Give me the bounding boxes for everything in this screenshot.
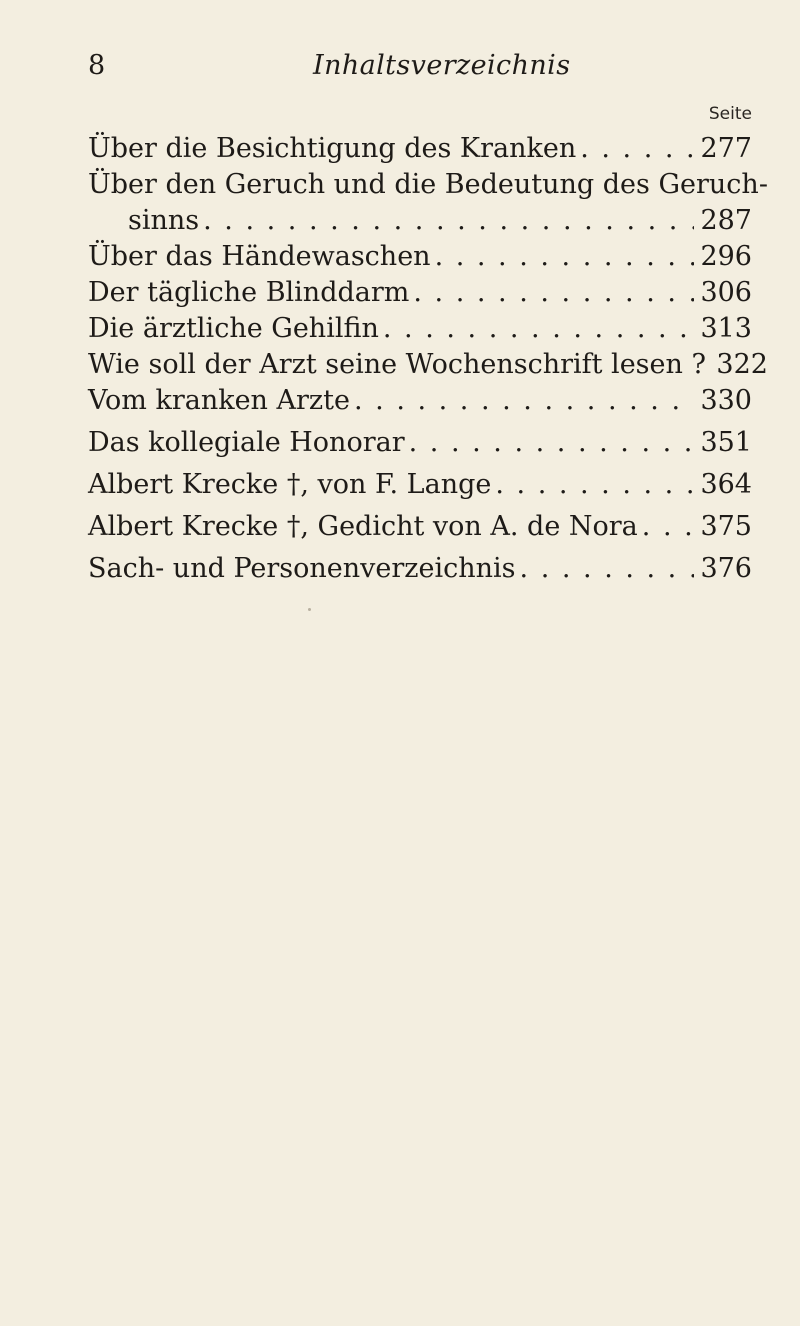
toc-entry-title: Über die Besichtigung des Kranken bbox=[88, 133, 577, 164]
toc-entry-title: Das kollegiale Honorar bbox=[88, 427, 405, 458]
toc-entry-page: 287 bbox=[700, 205, 752, 236]
toc-entry-title: sinns bbox=[128, 205, 200, 236]
toc-entry bbox=[88, 509, 752, 545]
toc-entry-title: Die ärztliche Gehilfin bbox=[88, 313, 379, 344]
toc-entry bbox=[88, 131, 752, 167]
toc-entry-title: Wie soll der Arzt seine Wochenschrift lesen ? bbox=[88, 349, 706, 380]
toc-entry-page: 296 bbox=[700, 241, 752, 272]
toc-entry-page: 322 bbox=[716, 349, 768, 380]
toc-entry-page: 330 bbox=[700, 385, 752, 416]
toc-entry-title: Albert Krecke †, von F. Lange bbox=[88, 469, 492, 500]
dot-leader bbox=[413, 275, 694, 311]
dot-leader bbox=[495, 467, 694, 503]
dot-leader bbox=[354, 383, 694, 419]
dot-leader bbox=[203, 203, 694, 239]
dot-leader bbox=[520, 551, 694, 587]
toc-entry-page: 364 bbox=[700, 469, 752, 500]
toc-entry bbox=[88, 167, 768, 203]
toc-entry bbox=[88, 425, 752, 461]
toc-entry-page: 375 bbox=[700, 511, 752, 542]
toc-entry bbox=[88, 239, 752, 275]
toc-entry-page: 306 bbox=[700, 277, 752, 308]
toc-entry-title: Über den Geruch und die Bedeutung des Geruch- bbox=[88, 169, 768, 200]
running-head bbox=[88, 49, 744, 83]
toc-entry bbox=[88, 551, 752, 587]
toc-entry-page: 313 bbox=[700, 313, 752, 344]
dot-leader bbox=[435, 239, 694, 275]
dot-leader bbox=[383, 311, 694, 347]
toc-entry-title: Albert Krecke †, Gedicht von A. de Nora bbox=[88, 511, 638, 542]
toc-entry-title: Sach- und Personenverzeichnis bbox=[88, 553, 516, 584]
toc-entry bbox=[88, 347, 768, 383]
table-of-contents bbox=[88, 131, 768, 587]
dot-leader bbox=[409, 425, 694, 461]
toc-entry bbox=[88, 383, 752, 419]
toc-entry-title: Über das Händewaschen bbox=[88, 241, 431, 272]
toc-entry-continuation bbox=[88, 203, 752, 239]
dot-leader bbox=[642, 509, 694, 545]
toc-entry-page: 277 bbox=[700, 133, 752, 164]
paper-speck bbox=[308, 608, 311, 611]
page-column-label: Seite bbox=[708, 104, 752, 124]
toc-entry-title: Der tägliche Blinddarm bbox=[88, 277, 410, 308]
toc-entry bbox=[88, 467, 752, 503]
toc-entry-page: 351 bbox=[700, 427, 752, 458]
toc-entry-page: 376 bbox=[700, 553, 752, 584]
running-title: Inhaltsverzeichnis bbox=[313, 50, 571, 81]
toc-entry bbox=[88, 275, 752, 311]
toc-entry-title: Vom kranken Arzte bbox=[88, 385, 350, 416]
toc-entry bbox=[88, 311, 752, 347]
dot-leader bbox=[580, 131, 694, 167]
page-number: 8 bbox=[88, 50, 106, 81]
